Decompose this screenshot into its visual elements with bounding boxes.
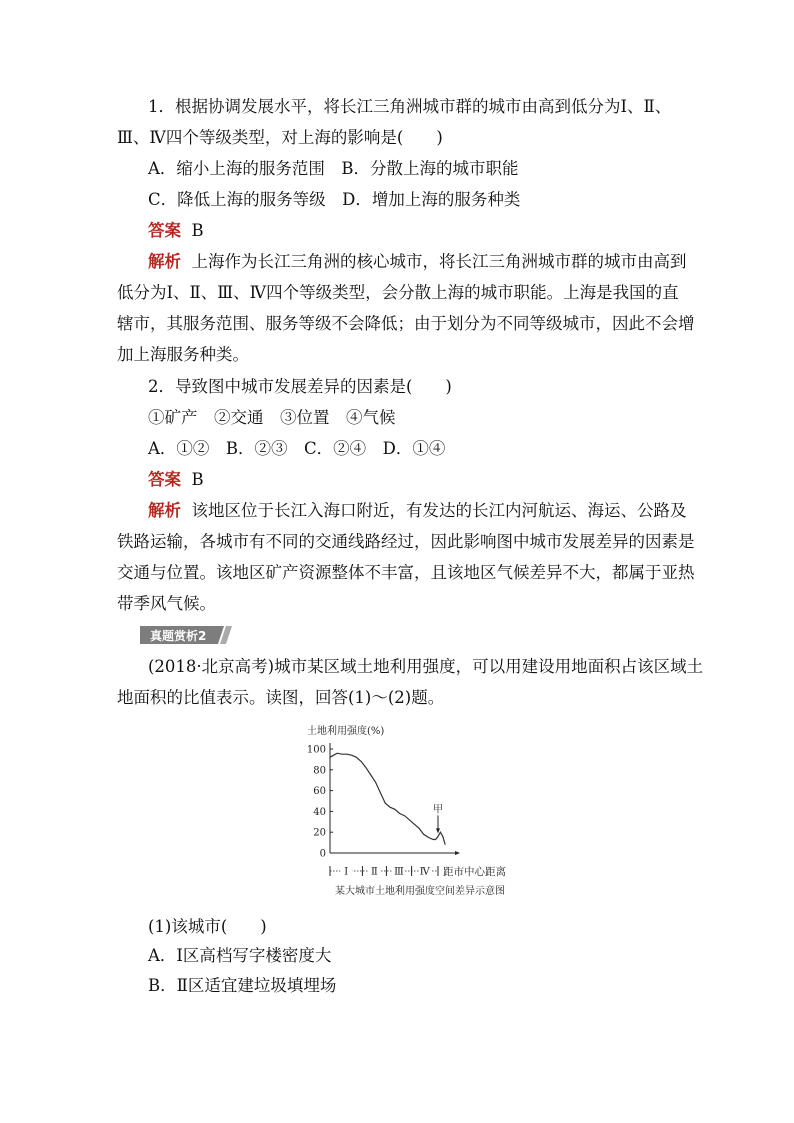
analysis-text: 上海作为长江三角洲的核心城市，将长江三角洲城市群的城市由高到	[191, 252, 687, 271]
zone-label: Ⅳ	[419, 866, 430, 878]
answer-value: B	[191, 470, 204, 489]
x-axis-arrow	[455, 851, 460, 855]
y-tick-label: 80	[313, 765, 326, 777]
q2-analysis-line2: 铁路运输，各城市有不同的交通线路经过，因此影响图中城市发展差异的因素是	[117, 532, 695, 551]
q1-analysis-line1	[148, 252, 687, 272]
annotation-arrowhead	[436, 828, 440, 833]
answer-label: 答案	[148, 470, 181, 489]
y-tick-label: 40	[313, 806, 326, 818]
analysis-label: 解析	[148, 252, 181, 271]
section-badge-text: 真题赏析2	[150, 629, 207, 643]
series-line	[330, 753, 445, 845]
analysis-text: 该地区位于长江入海口附近，有发达的长江内河航运、海运、公路及	[191, 501, 687, 520]
q2-analysis-line1	[148, 501, 687, 521]
answer-label: 答案	[148, 221, 181, 240]
sub1-stem: (1)该城市( )	[148, 917, 267, 936]
q1-options-line2: C．降低上海的服务等级 D．增加上海的服务种类	[148, 190, 521, 209]
annotation-label: 甲	[433, 804, 443, 816]
sub1-option-b: B．Ⅱ区适宜建垃圾填埋场	[148, 976, 337, 995]
answer-value: B	[191, 221, 204, 240]
analysis-label: 解析	[148, 501, 181, 520]
q1-analysis-line2: 低分为Ⅰ、Ⅱ、Ⅲ、Ⅳ四个等级类型，会分散上海的城市职能。上海是我国的直	[117, 283, 679, 302]
y-tick-label: 20	[313, 827, 326, 839]
land-use-chart	[305, 722, 535, 900]
q1-stem-line2: Ⅲ、Ⅳ四个等级类型，对上海的影响是( )	[117, 128, 443, 147]
y-tick-label: 60	[313, 786, 326, 798]
chart-svg	[305, 722, 535, 900]
q1-answer	[148, 221, 204, 241]
y-tick-label: 100	[306, 744, 326, 756]
q1-analysis-line4: 加上海服务种类。	[117, 345, 249, 364]
q1-options-line1: A．缩小上海的服务范围 B．分散上海的城市职能	[148, 159, 519, 178]
section-badge	[140, 626, 232, 644]
zone-label: Ⅱ	[371, 866, 378, 878]
zone-label: Ⅲ	[394, 866, 404, 878]
zone-label: Ⅰ	[344, 866, 349, 878]
sub1-option-a: A．Ⅰ区高档写字楼密度大	[148, 946, 332, 965]
intro-line2: 地面积的比值表示。读图，回答(1)～(2)题。	[117, 688, 445, 707]
y-axis-label: 土地利用强度(%)	[307, 726, 385, 737]
q2-analysis-line3: 交通与位置。该地区矿产资源整体不丰富，且该地区气候差异不大，都属于亚热	[117, 563, 695, 582]
q1-analysis-line3: 辖市，其服务范围、服务等级不会降低；由于划分为不同等级城市，因此不会增	[117, 314, 695, 333]
q2-stem: 2．导致图中城市发展差异的因素是( )	[148, 377, 452, 396]
q2-analysis-line4: 带季风气候。	[117, 594, 216, 613]
q2-options: A．①② B．②③ C．②④ D．①④	[148, 439, 446, 458]
q2-answer	[148, 470, 204, 490]
chart-title: 某大城市土地利用强度空间差异示意图	[335, 886, 505, 897]
intro-line1: (2018·北京高考)城市某区域土地利用强度，可以用建设用地面积占该区域土	[148, 657, 704, 676]
q1-stem-line1: 1．根据协调发展水平，将长江三角洲城市群的城市由高到低分为Ⅰ、Ⅱ、	[148, 97, 672, 116]
y-tick-label: 0	[319, 848, 326, 860]
x-axis-label: 距市中心距离	[443, 866, 506, 878]
q2-items: ①矿产 ②交通 ③位置 ④气候	[148, 408, 396, 427]
